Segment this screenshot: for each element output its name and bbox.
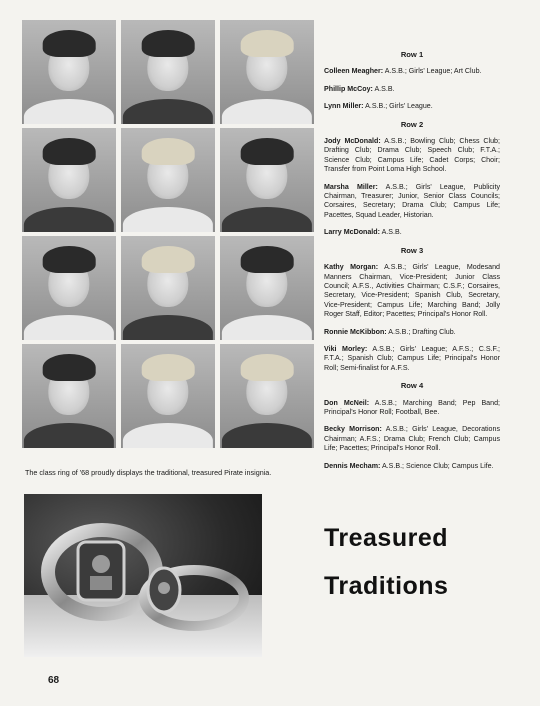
- student-name: Colleen Meagher:: [324, 67, 384, 76]
- student-name: Kathy Morgan:: [324, 263, 379, 272]
- caption-entry: [324, 183, 500, 221]
- student-name: Viki Morley:: [324, 344, 368, 353]
- student-activities: A.S.B.; Girls' League, Decorations Chairman; A.F.S.; Drama Club; French Club; Campus Life; Pacettes; Principal's Honor Roll.: [324, 425, 500, 453]
- portrait-photo: [220, 128, 314, 232]
- caption-entry: [324, 228, 500, 237]
- caption-entry: [324, 137, 500, 175]
- student-activities: A.S.B.; Girls' League, Publicity Chairman, Treasurer; Junior, Senior Class Councils; Corsaires, Secretary; Drama Club; Campus Life; Pacettes, Squad Leader, Historian.: [324, 182, 501, 219]
- feature-title-line1: Treasured: [324, 524, 449, 552]
- portrait-photo: [22, 344, 116, 448]
- ring-caption: The class ring of '68 proudly displays the traditional, treasured Pirate insignia.: [25, 468, 272, 477]
- student-name: Marsha Miller:: [324, 182, 378, 191]
- student-activities: A.S.B.; Girls' League; Art Club.: [383, 67, 482, 76]
- row-heading: Row 2: [400, 119, 424, 129]
- row-heading: Row 3: [400, 245, 424, 255]
- class-ring-photo: [24, 494, 262, 657]
- caption-entry: [324, 328, 500, 337]
- student-name: Dennis Mecham:: [324, 461, 381, 470]
- feature-title-line2: Traditions: [324, 572, 449, 600]
- caption-entry: [324, 345, 500, 373]
- student-activities: A.S.B.: [379, 228, 402, 237]
- student-activities: A.S.B.; Drafting Club.: [386, 327, 456, 336]
- portrait-photo: [22, 20, 116, 124]
- class-ring-icon: [24, 494, 262, 657]
- portrait-photo: [22, 128, 116, 232]
- student-activities: A.S.B.; Marching Band; Pep Band; Principal's Honor Roll; Football, Bee.: [324, 398, 500, 416]
- caption-entry: [324, 85, 500, 94]
- row-heading: Row 1: [400, 50, 424, 59]
- portrait-photo: [121, 20, 215, 124]
- student-activities: A.S.B.; Girls' League; A.F.S.; C.S.F.; F.T.A.; Spanish Club; Campus Life; Principal's Honor Roll; Semi-finalist for A.F.S.: [324, 344, 501, 372]
- student-activities: A.S.B.; Science Club; Campus Life.: [380, 461, 494, 470]
- caption-entry: [324, 263, 500, 319]
- student-name: Lynn Miller:: [324, 102, 364, 111]
- portrait-photo: [220, 236, 314, 340]
- portrait-photo: [220, 20, 314, 124]
- caption-entry: [324, 102, 500, 111]
- student-activities: A.S.B.; Girls' League, Modesand Manners Chairman, Vice-President; Junior Class Council; A.F.S., Activities Chairman; C.S.F.; Corsaires, Secretary, Vice-President; Spanish Club, Secretary, Vice-President; Campus Life; Marching Band; Jolly Roger Staff, Editor; Pacettes; Principal's Honor Roll.: [324, 263, 501, 319]
- student-activities: A.S.B.; Bowling Club; Chess Club; Drafting Club; Drama Club; Speech Club; F.T.A.; Science Club; Campus Life; Cadet Corps; Choir; Transfer from Point Loma High School.: [324, 137, 500, 174]
- student-name: Phillip McCoy:: [324, 84, 373, 93]
- caption-entry: [324, 425, 500, 453]
- portrait-photo: [121, 236, 215, 340]
- student-captions: [324, 50, 500, 479]
- student-name: Don McNeil:: [324, 398, 370, 407]
- portrait-photo: [22, 236, 116, 340]
- portrait-photo: [220, 344, 314, 448]
- student-name: Ronnie McKibbon:: [324, 327, 387, 336]
- student-activities: A.S.B.; Girls' League.: [363, 102, 433, 111]
- row-heading: Row 4: [400, 381, 424, 391]
- student-name: Larry McDonald:: [324, 228, 380, 237]
- caption-entry: [324, 462, 500, 471]
- portrait-grid: [22, 20, 314, 450]
- caption-entry: [324, 67, 500, 76]
- page-number: 68: [48, 675, 60, 686]
- portrait-photo: [121, 344, 215, 448]
- caption-entry: [324, 399, 500, 418]
- student-name: Jody McDonald:: [324, 137, 381, 146]
- portrait-photo: [121, 128, 215, 232]
- student-activities: A.S.B.: [372, 84, 395, 93]
- student-name: Becky Morrison:: [324, 425, 382, 434]
